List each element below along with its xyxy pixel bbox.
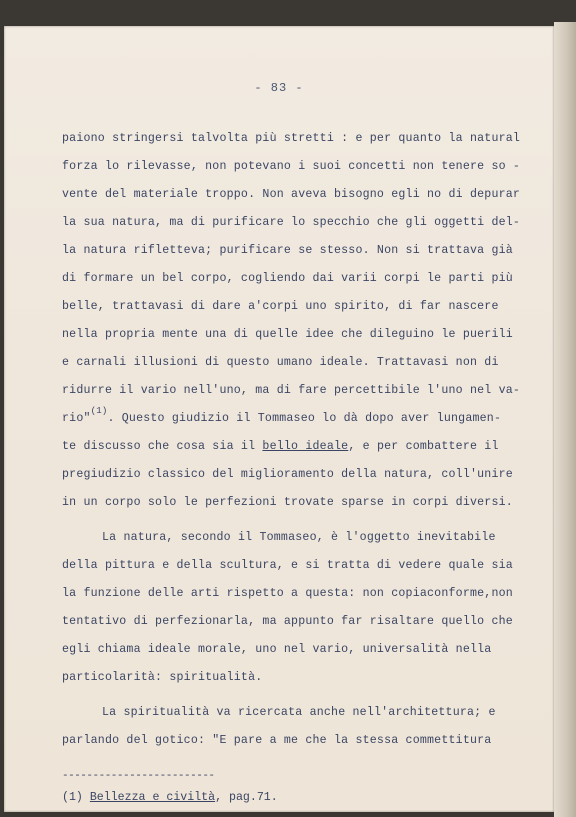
text-line [62,440,499,453]
underlined-term: bello ideale [262,440,349,453]
text-line: egli chiama ideale morale, uno nel vario, universalità nella [62,643,492,656]
text-line: e carnali illusioni di questo umano ideale. Trattavasi non di [62,356,499,369]
footnote-title: Bellezza e civiltà [89,791,216,804]
footnote-citation: , pag.71. [215,791,278,804]
text-line: vente del materiale troppo. Non aveva bisogno egli no di depurar [62,188,521,201]
text-line: di formare un bel corpo, cogliendo dai varii corpi le parti più [62,272,513,285]
text-line: ridurre il vario nell'uno, ma di fare percettibile l'uno nel va- [62,384,521,397]
text-segment: . Questo giudizio il Tommaseo lo dà dopo aver lungamen- [107,412,502,425]
text-line: paiono stringersi talvolta più stretti : e per quanto la natural [62,132,521,145]
paper-sheet [4,26,554,812]
text-line: nella propria mente una di quelle idee che dileguino le puerili [62,328,513,341]
text-line: in un corpo solo le perfezioni trovate sparse in corpi diversi. [62,496,513,509]
text-segment: te discusso che cosa sia il [62,440,263,453]
page-number: - 83 - [254,81,304,95]
text-line [62,406,502,425]
text-line: parlando del gotico: "E pare a me che la stessa commettitura [62,734,492,747]
text-line: La spiritualità va ricercata anche nell'architettura; e [102,706,496,719]
text-line: pregiudizio classico del miglioramento della natura, coll'unire [62,468,513,481]
text-line: la sua natura, ma di purificare lo specchio che gli oggetti del- [62,216,521,229]
text-line: belle, trattavasi di dare a'corpi uno spirito, di far nascere [62,300,499,313]
footnote [62,791,278,804]
footnote-rule: ------------------------- [62,770,215,782]
text-line: particolarità: spiritualità. [62,671,263,684]
page-edge [554,22,576,817]
text-line: tentativo di perfezionarla, ma appunto far risaltare quello che [62,615,513,628]
text-line: la funzione delle arti rispetto a questa: non copiaconforme,non [62,587,513,600]
footnote-marker: (1) [62,791,90,804]
text-segment: rio" [62,412,91,425]
text-line: la natura rifletteva; purificare se stesso. Non si trattava già [62,244,513,257]
text-line: La natura, secondo il Tommaseo, è l'oggetto inevitabile [102,531,496,544]
footnote-reference: (1) [90,406,108,416]
text-line: forza lo rilevasse, non potevano i suoi concetti non tenere so - [62,160,521,173]
text-segment: , e per combattere il [348,440,499,453]
text-line: della pittura e della scultura, e si tratta di vedere quale sia [62,559,513,572]
